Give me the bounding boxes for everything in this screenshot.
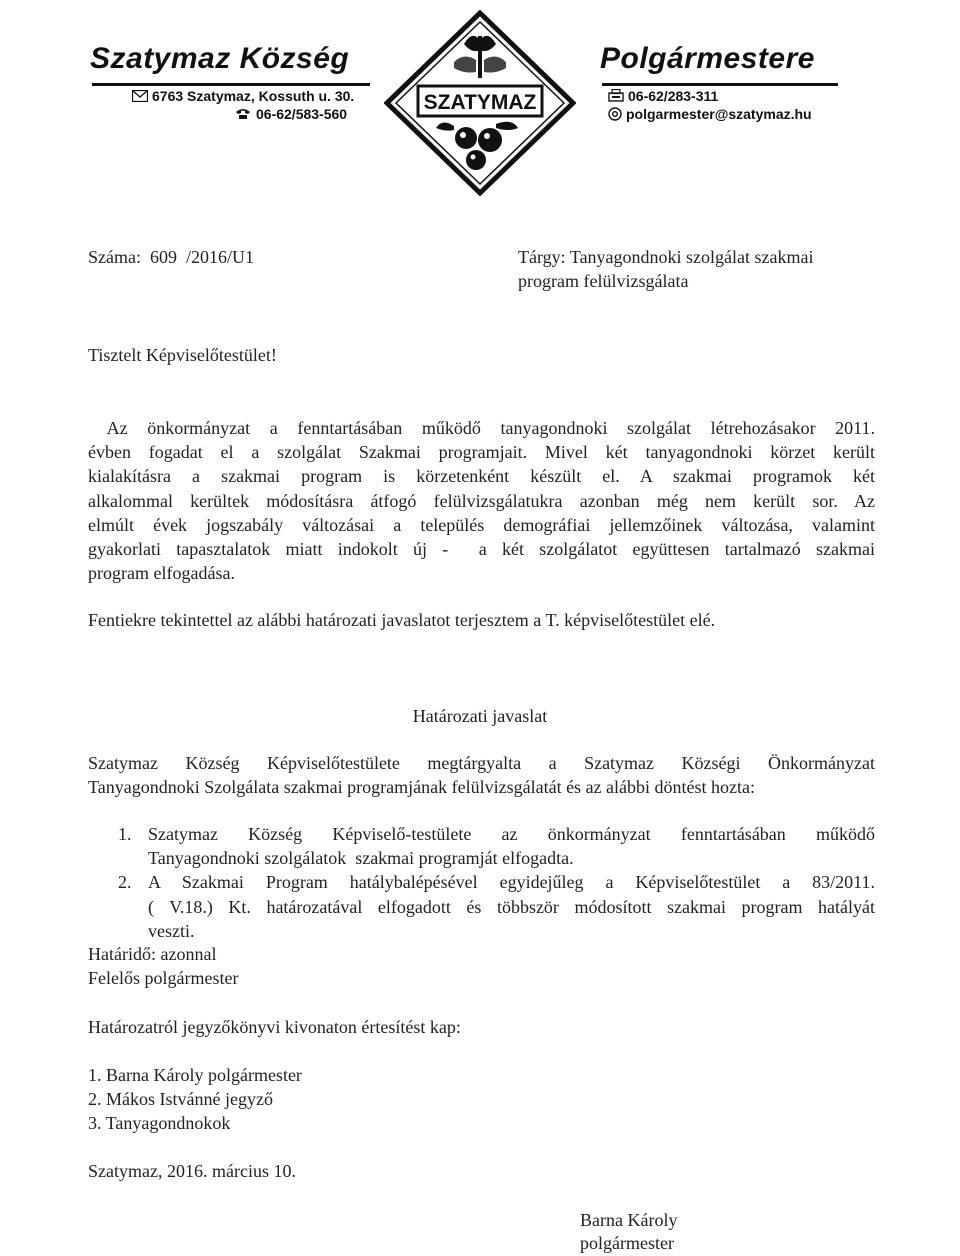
recipient-2: 2. Mákos Istvánné jegyző [88,1089,273,1109]
list-item-number: 1. [118,824,132,844]
recipient-3: 3. Tanyagondnokok [88,1113,231,1133]
header-left-phone: 06-62/583-560 [234,106,347,123]
subject-line-1: Tárgy: Tanyagondnoki szolgálat szakmai [518,247,814,267]
header-left-rule [92,83,370,86]
salutation: Tisztelt Képviselőtestület! [88,345,277,365]
list-item-line: Tanyagondnoki szolgálatok szakmai programját elfogadta. [148,848,574,869]
place-date: Szatymaz, 2016. március 10. [88,1161,296,1181]
resolution-heading: Határozati javaslat [412,706,548,726]
body-line: elmúlt évek jogszabály változásai a település demográfiai jellemzőinek változása, valamint [88,514,875,535]
header-left-address: 6763 Szatymaz, Kossuth u. 30. [132,88,354,105]
notification-heading: Határozatról jegyzőkönyvi kivonaton értesítést kap: [88,1017,461,1037]
deadline: Határidő: azonnal [88,944,217,964]
resolution-intro-line: Tanyagondnoki Szolgálata szakmai programjának felülvizsgálatát és az alábbi döntést hozta: [88,777,756,798]
body-line: Az önkormányzat a fenntartásában működő tanyagondnoki szolgálat létrehozásakor 2011. [88,418,875,438]
list-item [118,822,875,870]
resolution-intro [88,751,875,799]
body-line: évben fogadat el a szolgálat Szakmai programjait. Mivel két tanyagondnoki körzet került [88,442,875,463]
header-right-title: Polgármestere [600,42,815,75]
phone-icon [234,107,252,123]
szatymaz-crest [384,10,576,196]
header-left-title: Szatymaz Község [90,42,350,75]
list-item [118,870,875,943]
body-line: gyakorlati tapasztalatok miatt indokolt új - a két szolgálatot együttesen tartalmazó szakmai [88,539,875,560]
responsible: Felelős polgármester [88,968,239,988]
recipient-1: 1. Barna Károly polgármester [88,1065,302,1085]
list-item-line: A Szakmai Program hatálybalépésével egyidejűleg a Képviselőtestület a 83/2011. [148,872,875,893]
header-right-email: polgarmester@szatymaz.hu [608,106,812,124]
crest-name: SZATYMAZ [423,91,537,114]
body-paragraph-2: Fentiekre tekintettel az alábbi határozati javaslatot terjesztem a T. képviselőtestület elé. [88,610,716,630]
list-item-line: ( V.18.) Kt. határozatával elfogadott és többször módosított szakmai program hatályát [148,896,875,917]
resolution-intro-line: Szatymaz Község Képviselőtestülete megtárgyalta a Szatymaz Községi Önkormányzat [88,753,875,773]
list-item-number: 2. [118,872,132,893]
signature-name: Barna Károly [580,1210,678,1230]
list-item-line: Szatymaz Község Képviselő-testülete az önkormányzat fenntartásában működő [148,824,875,844]
envelope-icon [132,89,148,105]
fax-icon [608,89,624,105]
body-paragraph-1 [88,416,875,585]
body-line: kialakításra a szakmai program is körzetenként készült el. A szakmai programok két [88,466,875,487]
header-right-rule [602,83,838,86]
reference-number: Száma: 609 /2016/U1 [88,247,254,267]
body-line: program elfogadása. [88,563,235,584]
list-item-line: veszti. [148,920,195,941]
header-right-phone: 06-62/283-311 [608,88,718,105]
body-line: alkalommal kerültek módosításra átfogó felülvizsgálatukra azonban még nem került sor. Az [88,490,875,511]
subject-line-2: program felülvizsgálata [518,271,689,291]
email-icon [608,107,622,124]
resolution-list [118,822,875,943]
signature-title: polgármester [580,1233,674,1253]
